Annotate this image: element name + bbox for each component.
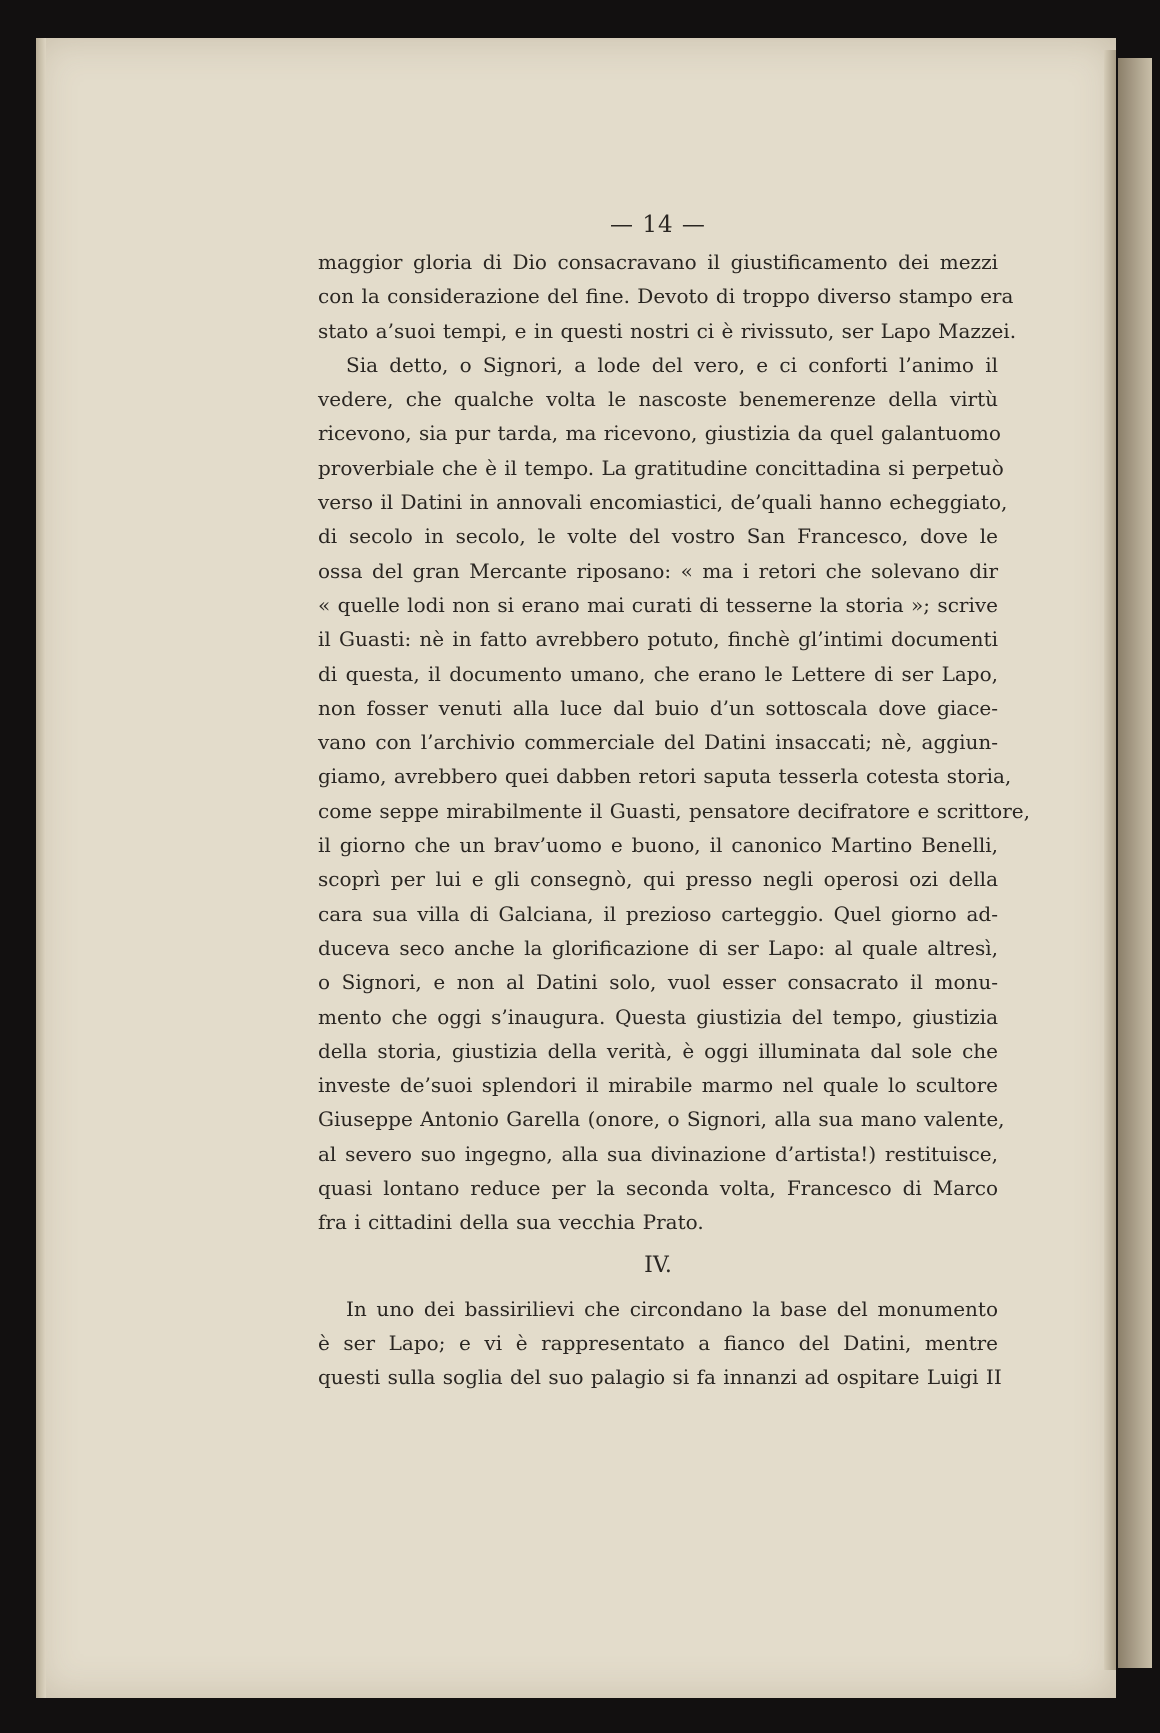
text-line: maggior gloria di Dio consacravano il giustificamento dei mezzi: [318, 250, 998, 274]
text-line: ricevono, sia pur tarda, ma ricevono, giustizia da quel galantuomo: [318, 421, 1001, 446]
text-line: con la considerazione del fine. Devoto di troppo diverso stampo era: [318, 284, 1014, 309]
text-line: di secolo in secolo, le volte del vostro San Francesco, dove le: [318, 524, 998, 549]
text-line: non fosser venuti alla luce dal buio d’un sottoscala dove giace-: [318, 695, 998, 720]
text-line: quasi lontano reduce per la seconda volta, Francesco di Marco: [318, 1176, 998, 1201]
text-line: cara sua villa di Galciana, il prezioso carteggio. Quel giorno ad-: [318, 901, 998, 926]
text-line: Sia detto, o Signori, a lode del vero, e ci conforti l’animo il: [346, 352, 998, 377]
text-line: fra i cittadini della sua vecchia Prato.: [318, 1210, 704, 1235]
page-number: — 14 —: [610, 212, 706, 238]
text-line: di questa, il documento umano, che erano le Lettere di ser Lapo,: [318, 661, 998, 686]
text-line: In uno dei bassirilievi che circondano la base del monumento: [346, 1296, 998, 1321]
text-line: mento che oggi s’inaugura. Questa giustizia del tempo, giustizia: [318, 1004, 998, 1029]
page-text-block: [318, 205, 1030, 1395]
text-line: vano con l’archivio commerciale del Datini insaccati; nè, aggiun-: [318, 730, 998, 755]
paragraph-3: [318, 1292, 1002, 1395]
text-line: verso il Datini in annovali encomiastici, de’quali hanno echeggiato,: [318, 490, 1008, 515]
text-line: è ser Lapo; e vi è rappresentato a fianco del Datini, mentre: [318, 1330, 998, 1355]
text-line: stato a’suoi tempi, e in questi nostri ci è rivissuto, ser Lapo Mazzei.: [318, 318, 1017, 343]
text-line: della storia, giustizia della verità, è oggi illuminata dal sole che: [318, 1038, 998, 1063]
page-right-edge: [1104, 50, 1116, 1670]
text-line: proverbiale che è il tempo. La gratitudine concittadina si perpetuò: [318, 455, 1004, 480]
text-line: il giorno che un brav’uomo e buono, il canonico Martino Benelli,: [318, 833, 998, 858]
page-left-edge: [36, 38, 46, 1698]
text-line: al severo suo ingegno, alla sua divinazione d’artista!) restituisce,: [318, 1141, 998, 1166]
text-line: ossa del gran Mercante riposano: « ma i retori che solevano dir: [318, 558, 998, 583]
text-line: questi sulla soglia del suo palagio si fa innanzi ad ospitare Luigi II: [318, 1365, 1002, 1390]
text-line: scoprì per lui e gli consegnò, qui presso negli operosi ozi della: [318, 867, 998, 892]
text-line: duceva seco anche la glorificazione di ser Lapo: al quale altresì,: [318, 935, 998, 960]
text-line: giamo, avrebbero quei dabben retori saputa tesserla cotesta storia,: [318, 764, 1012, 789]
text-line: investe de’suoi splendori il mirabile marmo nel quale lo scultore: [318, 1073, 998, 1098]
text-line: o Signori, e non al Datini solo, vuol esser consacrato il monu-: [318, 970, 998, 995]
paragraph-1: [318, 245, 1017, 348]
text-line: Giuseppe Antonio Garella (onore, o Signori, alla sua mano valente,: [318, 1107, 1005, 1132]
paragraph-2: [318, 348, 1030, 1240]
section-heading: IV.: [644, 1252, 672, 1278]
text-line: il Guasti: nè in fatto avrebbero potuto, finchè gl’intimi documenti: [318, 627, 998, 652]
adjacent-page-edge: [1118, 58, 1152, 1668]
text-line: vedere, che qualche volta le nascoste benemerenze della virtù: [318, 387, 998, 412]
text-line: « quelle lodi non si erano mai curati di tesserne la storia »; scrive: [318, 592, 998, 617]
text-line: come seppe mirabilmente il Guasti, pensatore decifratore e scrittore,: [318, 798, 1030, 823]
